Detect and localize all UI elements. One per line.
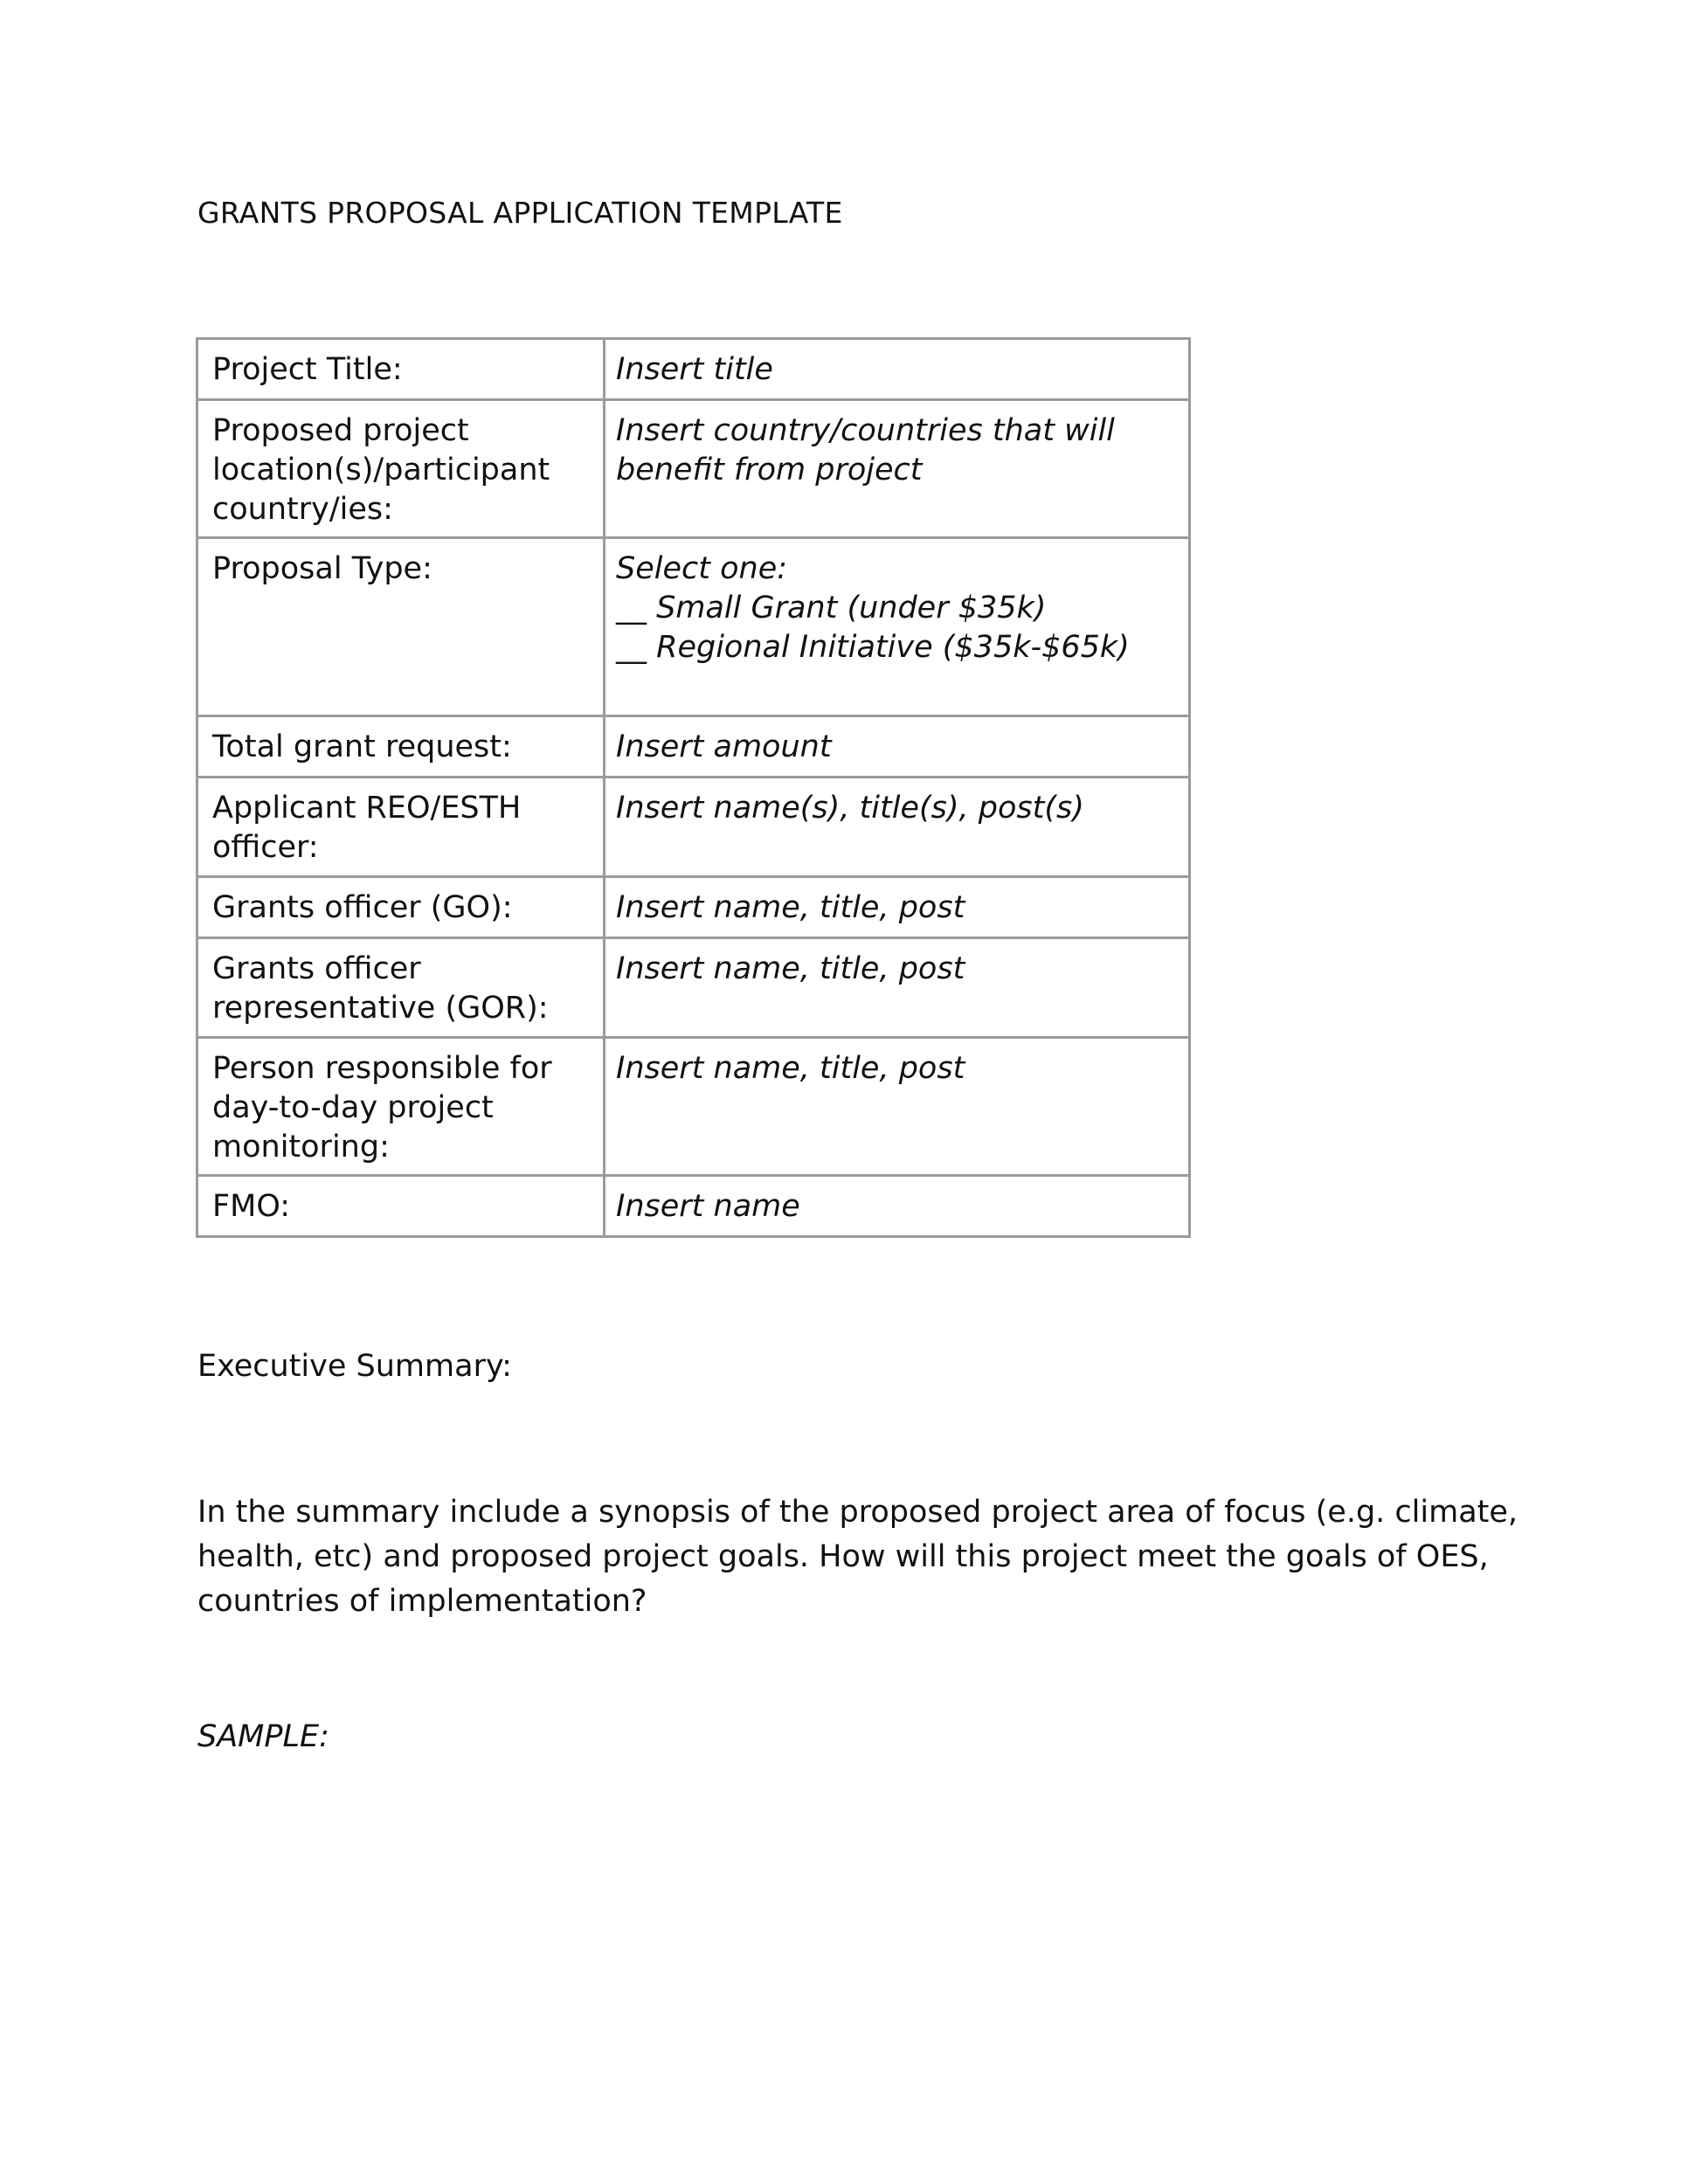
row-label: Grants officer representative (GOR): (197, 938, 605, 1038)
value-line: Select one: (616, 551, 788, 586)
small-grant-option: __ Small Grant (under $35k) (616, 591, 1047, 625)
value-line: Insert country/countries that will (616, 413, 1115, 448)
value-line: Insert name (616, 1189, 800, 1224)
row-label: Proposal Type: (197, 538, 605, 716)
row-value (605, 339, 1190, 400)
row-value (605, 538, 1190, 716)
row-label: Person responsible for day-to-day project monitoring: (197, 1038, 605, 1176)
table-row-project-location (197, 400, 1190, 538)
row-value (605, 877, 1190, 938)
row-label: FMO: (197, 1176, 605, 1237)
row-value (605, 1038, 1190, 1176)
value-line: Insert amount (616, 729, 832, 764)
value-line: Insert name(s), title(s), post(s) (616, 791, 1084, 826)
row-label: Proposed project location(s)/participant country/ies: (197, 400, 605, 538)
sample-label: SAMPLE: (197, 1719, 329, 1754)
value-line: Insert name, title, post (616, 951, 965, 986)
table-row-project-monitoring (197, 1038, 1190, 1176)
row-value (605, 1176, 1190, 1237)
document-title: GRANTS PROPOSAL APPLICATION TEMPLATE (197, 196, 843, 230)
table-row-grants-officer (197, 877, 1190, 938)
value-line: Insert title (616, 352, 773, 387)
executive-summary-heading: Executive Summary: (197, 1349, 512, 1384)
row-value (605, 716, 1190, 778)
value-line: Insert name, title, post (616, 1051, 965, 1086)
regional-initiative-option: __ Regional Initiative ($35k-$65k) (616, 630, 1130, 665)
table-row-project-title (197, 339, 1190, 400)
table-row-fmo (197, 1176, 1190, 1237)
value-line: Insert name, title, post (616, 890, 965, 925)
row-label: Applicant REO/ESTH officer: (197, 778, 605, 877)
row-value (605, 938, 1190, 1038)
table-row-applicant-officer (197, 778, 1190, 877)
project-info-table (196, 337, 1191, 1238)
value-line: benefit from project (616, 453, 923, 487)
executive-summary-instructions: In the summary include a synopsis of the proposed project area of focus (e.g. climate, health, etc) and proposed project goals. How will this project meet the goals of OES, countries of implementation? (197, 1495, 1519, 1619)
table-row-grants-officer-representative (197, 938, 1190, 1038)
row-label: Project Title: (197, 339, 605, 400)
row-label: Total grant request: (197, 716, 605, 778)
table-row-total-grant-request (197, 716, 1190, 778)
table-row-proposal-type (197, 538, 1190, 716)
row-value (605, 400, 1190, 538)
row-label: Grants officer (GO): (197, 877, 605, 938)
row-value (605, 778, 1190, 877)
